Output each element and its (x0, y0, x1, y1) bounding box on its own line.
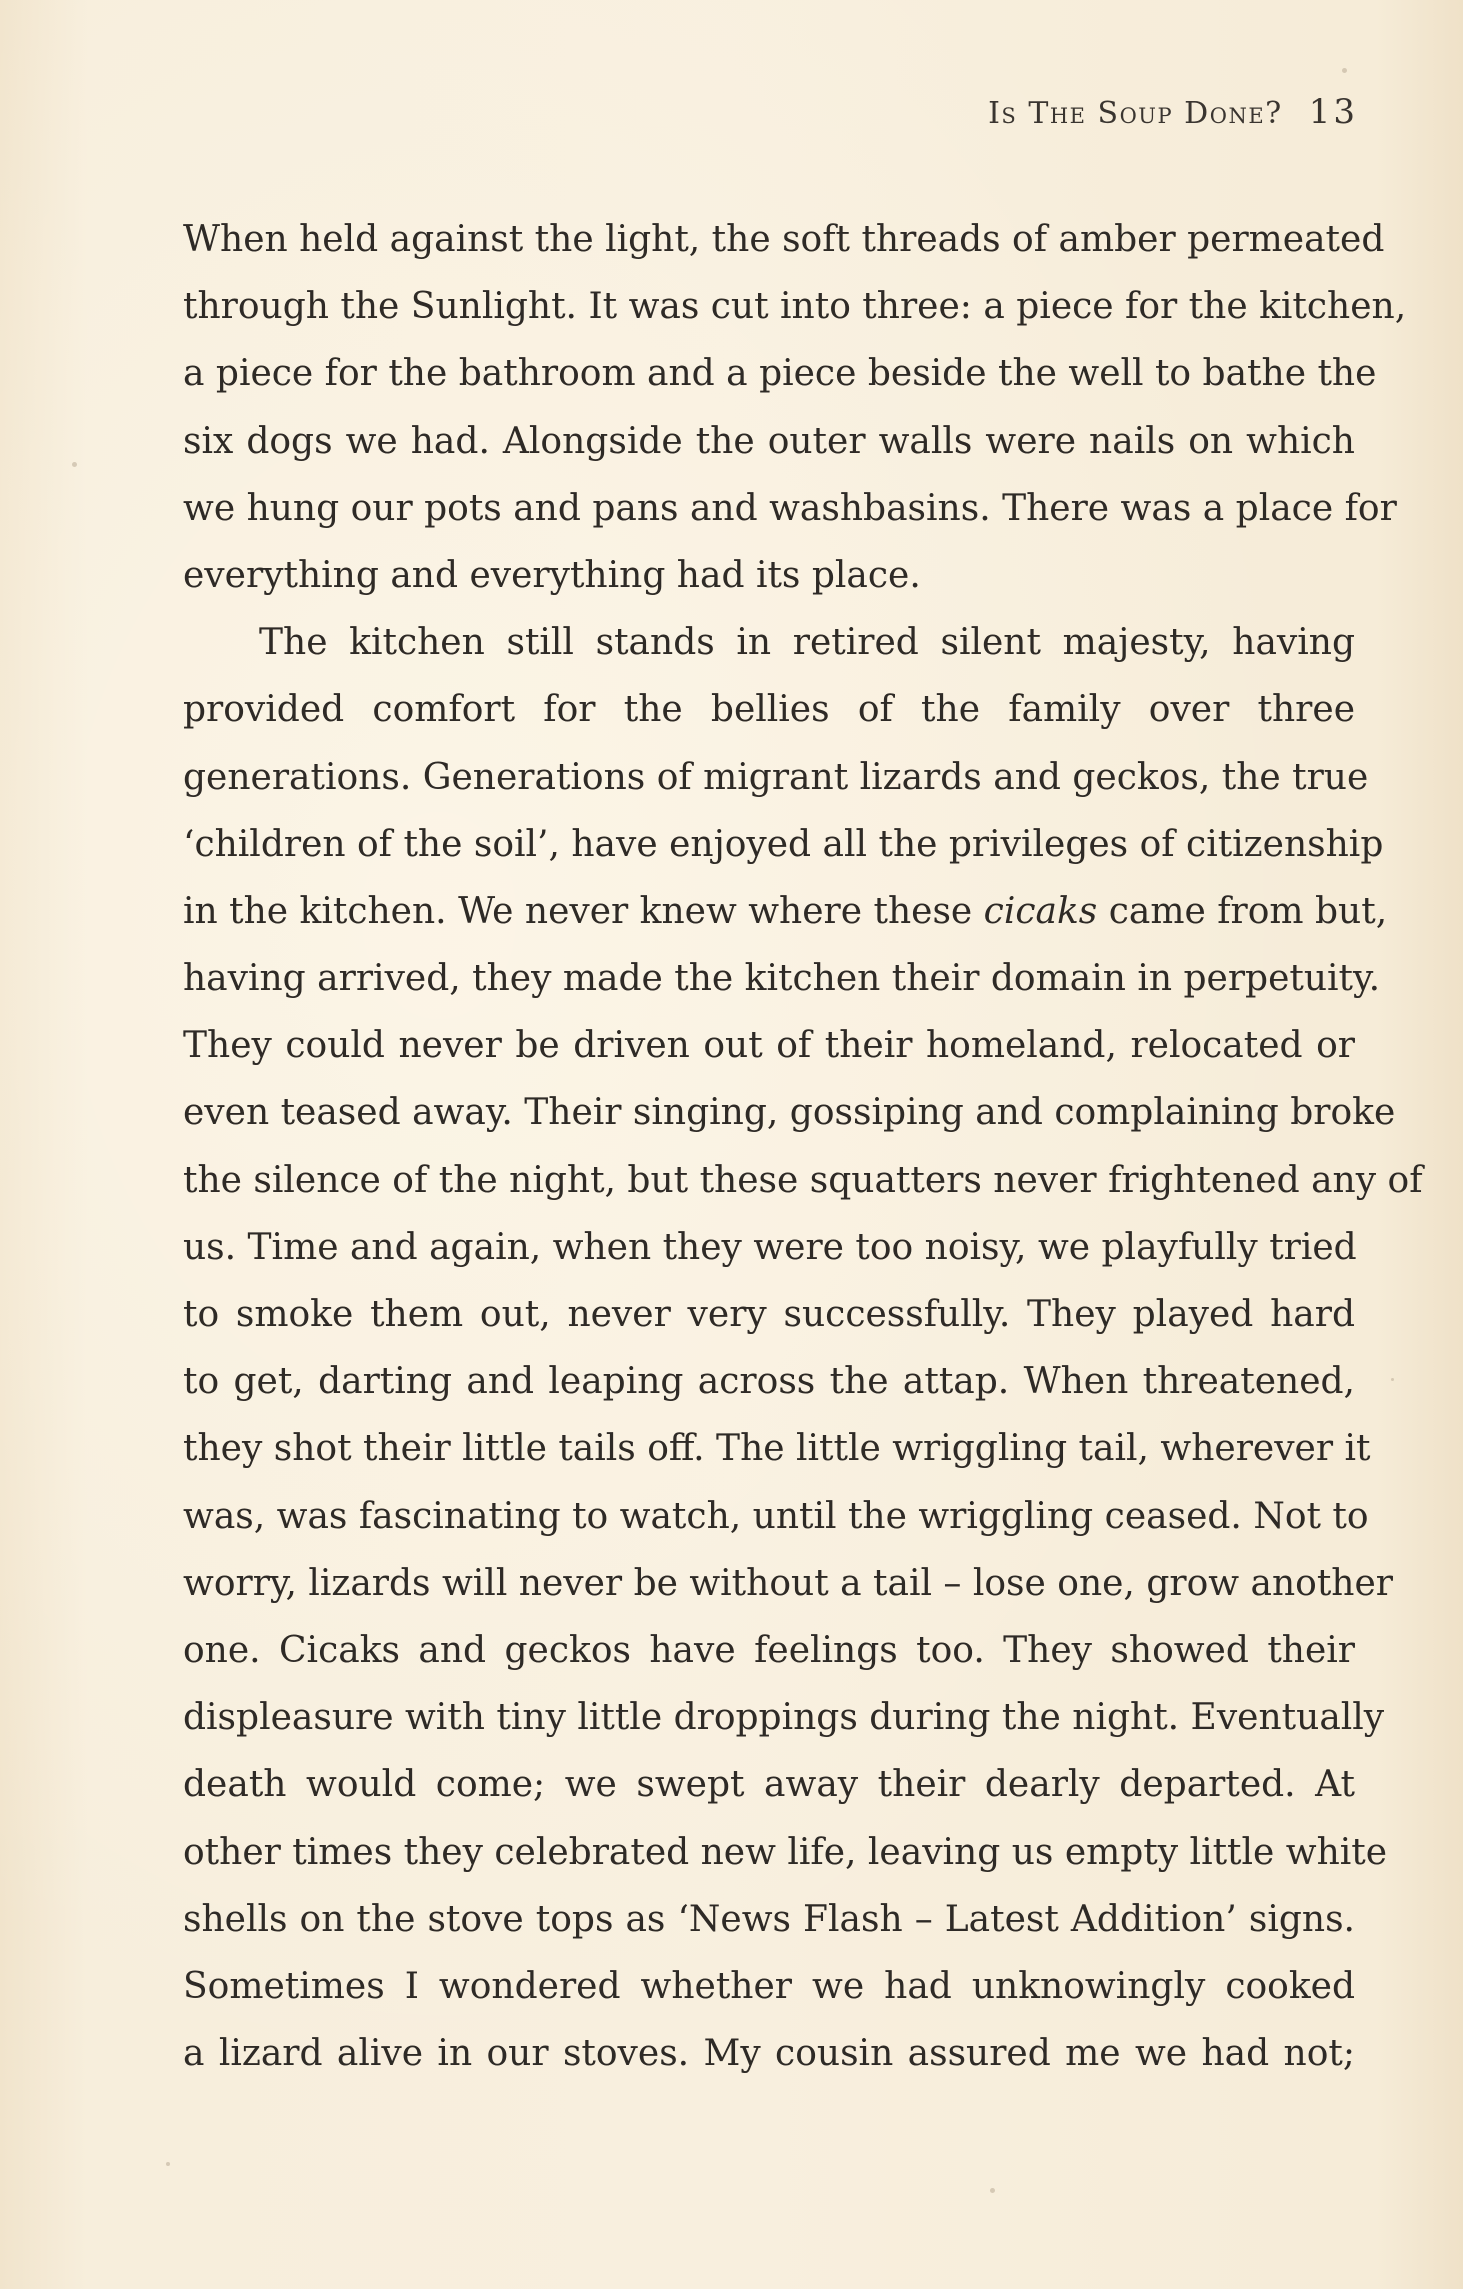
text-line: a lizard alive in our stoves. My cousin assured me we had not; (183, 2033, 1355, 2075)
text-line: six dogs we had. Alongside the outer walls were nails on which (183, 420, 1355, 462)
text-line: everything and everything had its place. (183, 554, 921, 596)
text-line: a piece for the bathroom and a piece beside the well to bathe the (183, 353, 1377, 395)
paper-speck (1391, 1378, 1394, 1381)
text-line: they shot their little tails off. The little wriggling tail, wherever it (183, 1428, 1371, 1470)
text-line: to get, darting and leaping across the attap. When threatened, (183, 1361, 1355, 1403)
text-line: worry, lizards will never be without a tail – lose one, grow another (183, 1562, 1393, 1604)
text-line: even teased away. Their singing, gossiping and complaining broke (183, 1092, 1396, 1134)
text-line: to smoke them out, never very successfully. They played hard (183, 1294, 1355, 1335)
text-line: through the Sunlight. It was cut into three: a piece for the kitchen, (183, 286, 1407, 328)
text-line: provided comfort for the bellies of the family over three (183, 689, 1355, 731)
text-line: the silence of the night, but these squatters never frightened any of (183, 1159, 1423, 1201)
text-segment: came from but, (1097, 890, 1388, 932)
text-line: Sometimes I wondered whether we had unknowingly cooked (183, 1965, 1355, 2007)
text-line: us. Time and again, when they were too noisy, we playfully tried (183, 1226, 1357, 1268)
italic-word-cicaks: cicaks (983, 890, 1098, 932)
text-line: shells on the stove tops as ‘News Flash – Latest Addition’ signs. (183, 1898, 1355, 1940)
text-line: When held against the light, the soft threads of amber permeated (183, 219, 1385, 260)
paragraph-first-line: The kitchen still stands in retired silent majesty, having (259, 622, 1355, 664)
text-line: displeasure with tiny little droppings during the night. Eventually (183, 1697, 1385, 1739)
body-text (183, 206, 1423, 2087)
text-line: generations. Generations of migrant lizards and geckos, the true (183, 756, 1369, 798)
text-line: we hung our pots and pans and washbasins. There was a place for (183, 487, 1397, 529)
paper-speck (72, 462, 77, 467)
page-number: 13 (1308, 92, 1358, 132)
text-segment: in the kitchen. We never knew where these (183, 890, 984, 932)
text-line: death would come; we swept away their dearly departed. At (183, 1764, 1355, 1806)
paper-speck (166, 2162, 170, 2166)
text-line: They could never be driven out of their homeland, relocated or (183, 1025, 1355, 1067)
text-line: having arrived, they made the kitchen their domain in perpetuity. (183, 958, 1381, 1000)
text-line: other times they celebrated new life, leaving us empty little white (183, 1831, 1388, 1873)
running-head (988, 92, 1358, 132)
running-head-title: Is The Soup Done? (988, 96, 1283, 131)
text-line: was, was fascinating to watch, until the wriggling ceased. Not to (183, 1495, 1369, 1537)
paper-speck (1342, 68, 1347, 73)
paper-speck (990, 2188, 995, 2193)
text-line-with-italic (183, 878, 1388, 945)
text-line: one. Cicaks and geckos have feelings too. They showed their (183, 1629, 1355, 1671)
text-line: ‘children of the soil’, have enjoyed all the privileges of citizenship (183, 823, 1384, 865)
